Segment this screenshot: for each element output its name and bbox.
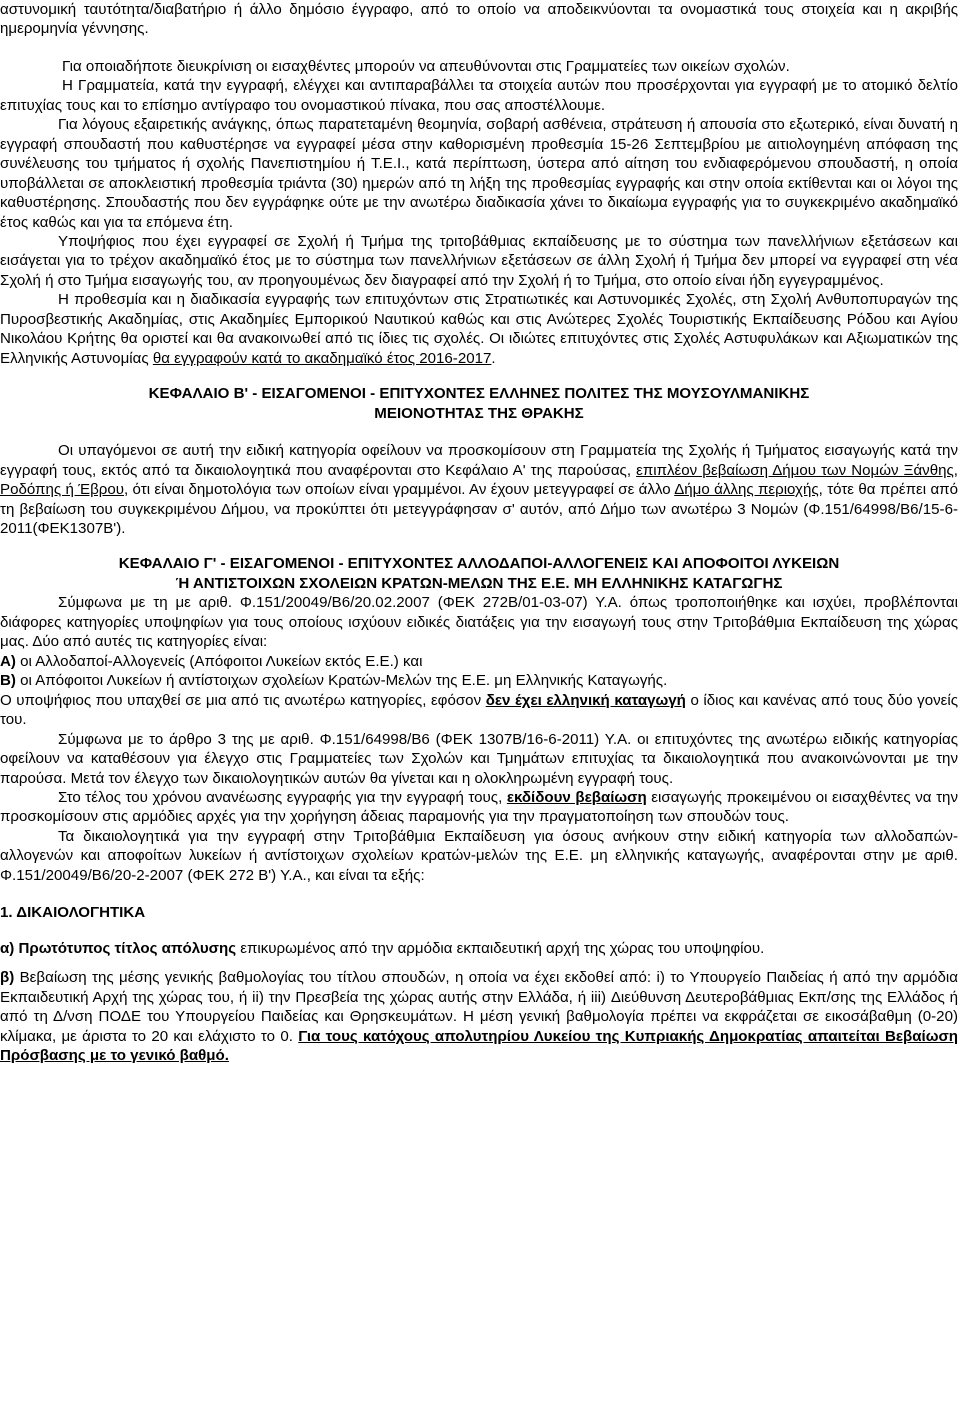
paragraph-military-schools [0,290,958,368]
paragraph-text: Σύμφωνα με τη με αριθ. Φ.151/20049/Β6/20.02.2007 (ΦΕΚ 272Β/01-03-07) Υ.Α. όπως τροποποιήθηκε και ισχύει, προβλέπονται διάφορες κατηγορίες υποψηφίων για τους οποίους ισχύουν ειδικές διατάξεις για την εισαγωγή τους στην Τριτοβάθμια Εκπαίδευση της χώρας μας. Δύο από αυτές τις κατηγορίες είναι: [0,594,958,651]
item-label: β) [0,969,15,987]
paragraph-text: Υποψήφιος που έχει εγγραφεί σε Σχολή ή Τμήμα της τριτοβάθμιας εκπαίδευσης με το σύστημα των πανελλήνιων εξετάσεων και εισάγεται για το τρέχον ακαδημαϊκό έτος με το σύστημα των πανελλήνιων εξετάσεων σε άλλη Σχολή ή Τμήμα δεν μπορεί να εγγραφεί στη νέα Σχολή ή στο Τμήμα εισαγωγής του, αν προηγουμένως δεν διαγραφεί από την Σχολή ή το Τμήμα, στο οποίο είναι ήδη εγγεγραμμένος. [0,232,958,289]
paragraph-text: Τα δικαιολογητικά για την εγγραφή στην Τριτοβάθμια Εκπαίδευση για όσους ανήκουν στην ειδική κατηγορία των αλλοδαπών-αλλογενών και αποφοίτων λυκείων ή αντίστοιχων σχολείων κρατών-μελών της Ε.Ε. μη ελληνικής καταγωγής, αναφέρονται στην με αριθ. Φ.151/20049/Β6/20-2-2007 (ΦΕΚ 272 Β') Υ.Α., και είναι τα εξής: [0,827,958,884]
paragraph-text: , ότι είναι δημοτολόγια των οποίων είναι γραμμένοι. Αν έχουν μετεγγραφεί σε άλλο [124,481,675,499]
bold-underlined-text: Για τους κατόχους απολυτηρίου Λυκείου της Κυπριακής Δημοκρατίας απαιτείται Βεβαίωση Πρόσβασης με το γενικό βαθμό. [0,1027,958,1064]
underlined-text: επιπλέον βεβαίωση Δήμου των Νομών Ξάνθης, Ροδόπης ή Έβρου [0,461,958,499]
chapter-c-heading [0,554,958,593]
paragraph-double-registration [0,232,958,290]
paragraph-text: αστυνομική ταυτότητα/διαβατήριο ή άλλο δημόσιο έγγραφο, από το οποίο να αποδεικνύονται τα ονομαστικά τους στοιχεία και η ακριβής ημερομηνία γέννησης. [0,1,958,38]
underlined-text: θα εγγραφούν κατά το ακαδημαϊκό έτος 2016-2017 [152,349,492,367]
paragraph-text: Για λόγους εξαιρετικής ανάγκης, όπως παρατεταμένη θεομηνία, σοβαρή ασθένεια, στράτευση ή απουσία στο εξωτερικό, είναι δυνατή η εγγραφή σπουδαστή που καθυστέρησε να εγγραφεί μέσα στην καθορισμένη προθεσμία 15-26 Σεπτεμβρίου με αιτιολογημένη απόφαση της συνέλευσης του τμήματος ή σχολής Πανεπιστημίου ή Τ.Ε.Ι., κατά περίπτωση, ύστερα από αίτηση του ενδιαφερόμενου σπουδαστή, η οποία υποβάλλεται σε αποκλειστική προθεσμία τριάντα (30) ημερών από τη λήξη της προθεσμίας εγγραφής και στην οποία εκτίθενται και οι λόγοι της καθυστέρησης. [0,116,958,212]
paragraph-certificate-issue [0,788,958,827]
paragraph-text: εισαγωγής προκειμένου οι εισαχθέντες να την προσκομίσουν στις αρμόδιες αρχές για την χορήγηση άδειας παραμονής για την πραγματοποίηση των σπουδών τους. [0,788,958,826]
heading-line: ΚΕΦΑΛΑΙΟ Γ' - ΕΙΣΑΓΟΜΕΝΟΙ - ΕΠΙΤΥΧΟΝΤΕΣ ΑΛΛΟΔΑΠΟΙ-ΑΛΛΟΓΕΝΕΙΣ ΚΑΙ ΑΠΟΦΟΙΤΟΙ ΛΥΚΕΙΩΝ [118,555,840,573]
paragraph-article-3 [0,730,958,788]
category-b [0,671,958,690]
paragraph-text: , τότε θα πρέπει από τη βεβαίωση του συγκεκριμένου Δήμου, να προκύπτει ότι μετεγγράφησαν σ' αυτόν, από Δήμο των ανωτέρω 3 Νομών (Φ.151/64998/Β6/15-6-2011(ΦΕΚ1307Β'). [0,481,958,537]
category-label: Β) [0,672,16,690]
paragraph-text: Για οποιαδήποτε διευκρίνιση οι εισαχθέντες μπορούν να απευθύνονται στις Γραμματείες των οικείων σχολών. [62,57,790,75]
bold-underlined-text: δεν έχει ελληνική καταγωγή [485,691,686,709]
chapter-b-heading [0,384,958,423]
category-text: οι Αλλοδαποί-Αλλογενείς (Απόφοιτοι Λυκείων εκτός Ε.Ε.) και [15,652,423,670]
paragraph-clarifications [0,57,958,76]
paragraph-text: Η Γραμματεία, κατά την εγγραφή, ελέγχει και αντιπαραβάλλει τα στοιχεία αυτών που προσέρχονται για εγγραφή με το ατομικό δελτίο επιτυχίας τους και το επίσημο αντίγραφο του ονομαστικού πίνακα, που σας αποστέλλουμε. [0,77,958,114]
heading-line: ΚΕΦΑΛΑΙΟ Β' - ΕΙΣΑΓΟΜΕΝΟΙ - ΕΠΙΤΥΧΟΝΤΕΣ ΕΛΛΗΝΕΣ ΠΟΛΙΤΕΣ ΤΗΣ ΜΟΥΣΟΥΛΜΑΝΙΚΗΣ [148,385,810,403]
paragraph-registration-check [0,76,958,115]
paragraph-text: Σύμφωνα με το άρθρο 3 της με αριθ. Φ.151/64998/Β6 (ΦΕΚ 1307Β/16-6-2011) Υ.Α. οι επιτυχόντες της ανωτέρω ειδικής κατηγορίας οφείλουν να καταθέσουν για έλεγχο στις Γραμματείες των Σχολών και Τμημάτων επιτυχίας τα δικαιολογητικά που ανακοινώνονται με την παρούσα. Μετά τον έλεγχο των δικαιολογητικών αυτών θα γίνεται και η ολοκληρωμένη εγγραφή τους. [0,730,958,787]
underlined-text: Δήμο άλλης περιοχής [674,481,819,499]
paragraph-required-documents [0,827,958,885]
paragraph-no-greek-origin [0,691,958,730]
document-item-b [0,968,958,1065]
paragraph-text: Στο τέλος του χρόνου ανανέωσης εγγραφής για την εγγραφή τους, [58,788,507,806]
document-item-a [0,939,958,958]
paragraph-late-registration [0,115,958,232]
category-label: Α) [0,652,16,670]
category-a [0,652,958,671]
item-text: Βεβαίωση της μέσης γενικής βαθμολογίας του τίτλου σπουδών, η οποία να έχει εκδοθεί από: i) το Υπουργείο Παιδείας ή από την αρμόδια Εκπαιδευτική Αρχή της χώρας του, ή ii) την Πρεσβεία της χώρας αυτής στην Ελλάδα, ή iii) Διεύθυνση Δευτεροβάθμιας Εκπ/σης της Ελλάδος ή από τη Δ/νση ΠΟΔΕ του Υπουργείου Παιδείας και Θρησκευμάτων. Η μέση γενική βαθμολογία πρέπει να εκφράζεται σε εικοσάβαθμη (0-20) κλίμακα, με άριστα το 20 και ελάχιστο το 0. [0,969,958,1045]
paragraph-id-documents [0,0,958,39]
documents-heading: 1. ΔΙΚΑΙΟΛΟΓΗΤΙΚΑ [0,904,146,922]
heading-line: ΜΕΙΟΝΟΤΗΤΑΣ ΤΗΣ ΘΡΑΚΗΣ [374,404,584,422]
item-label: α) Πρωτότυπος τίτλος απόλυσης [0,939,237,957]
bold-underlined-text: εκδίδουν βεβαίωση [506,788,647,806]
paragraph-text: ο ίδιος και κανένας από τους δύο γονείς του. [0,691,958,729]
paragraph-text: Ο υποψήφιος που υπαχθεί σε μια από τις ανωτέρω κατηγορίες, εφόσον [0,691,486,709]
paragraph-text: Σπουδαστής που δεν εγγράφηκε ούτε με την ανωτέρω διαδικασία χάνει το δικαίωμα εγγραφής για το συγκεκριμένο ακαδημαϊκό έτος καθώς και για τα επόμενα έτη. [0,194,958,231]
paragraph-minority-documents [0,441,958,538]
heading-line: Ή ΑΝΤΙΣΤΟΙΧΩΝ ΣΧΟΛΕΙΩΝ ΚΡΑΤΩΝ-ΜΕΛΩΝ ΤΗΣ Ε.Ε. ΜΗ ΕΛΛΗΝΙΚΗΣ ΚΑΤΑΓΩΓΗΣ [175,574,783,592]
category-text: οι Απόφοιτοι Λυκείων ή αντίστοιχων σχολείων Κρατών-Μελών της Ε.Ε. μη Ελληνικής Καταγωγής. [15,672,668,690]
paragraph-text: Οι υπαγόμενοι σε αυτή την ειδική κατηγορία οφείλουν να προσκομίσουν στη Γραμματεία της Σχολής ή Τμήματος εισαγωγής κατά την εγγραφή τους, εκτός από τα δικαιολογητικά που αναφέρονται στο Κεφάλαιο Α' της παρούσας, [0,442,958,479]
paragraph-text: Η προθεσμία και η διαδικασία εγγραφής των επιτυχόντων στις Στρατιωτικές και Αστυνομικές Σχολές, στη Σχολή Ανθυποπυραγών της Πυροσβεστικής Ακαδημίας, στις Ακαδημίες Εμπορικού Ναυτικού καθώς και στις Ανώτερες Σχολές Τουριστικής Εκπαίδευσης Ρόδου και Αγίου Νικολάου Κρήτης θα οριστεί και θα ανακοινωθεί από τις ίδιες τις σχολές. Οι ιδιώτες επιτυχόντες στις Σχολές Αστυφυλάκων και Αξιωματικών της Ελληνικής Αστυνομίας [0,291,958,367]
paragraph-categories-intro [0,593,958,651]
item-text: επικυρωμένος από την αρμόδια εκπαιδευτική αρχή της χώρας του υποψηφίου. [236,939,765,957]
paragraph-text: . [491,349,496,367]
